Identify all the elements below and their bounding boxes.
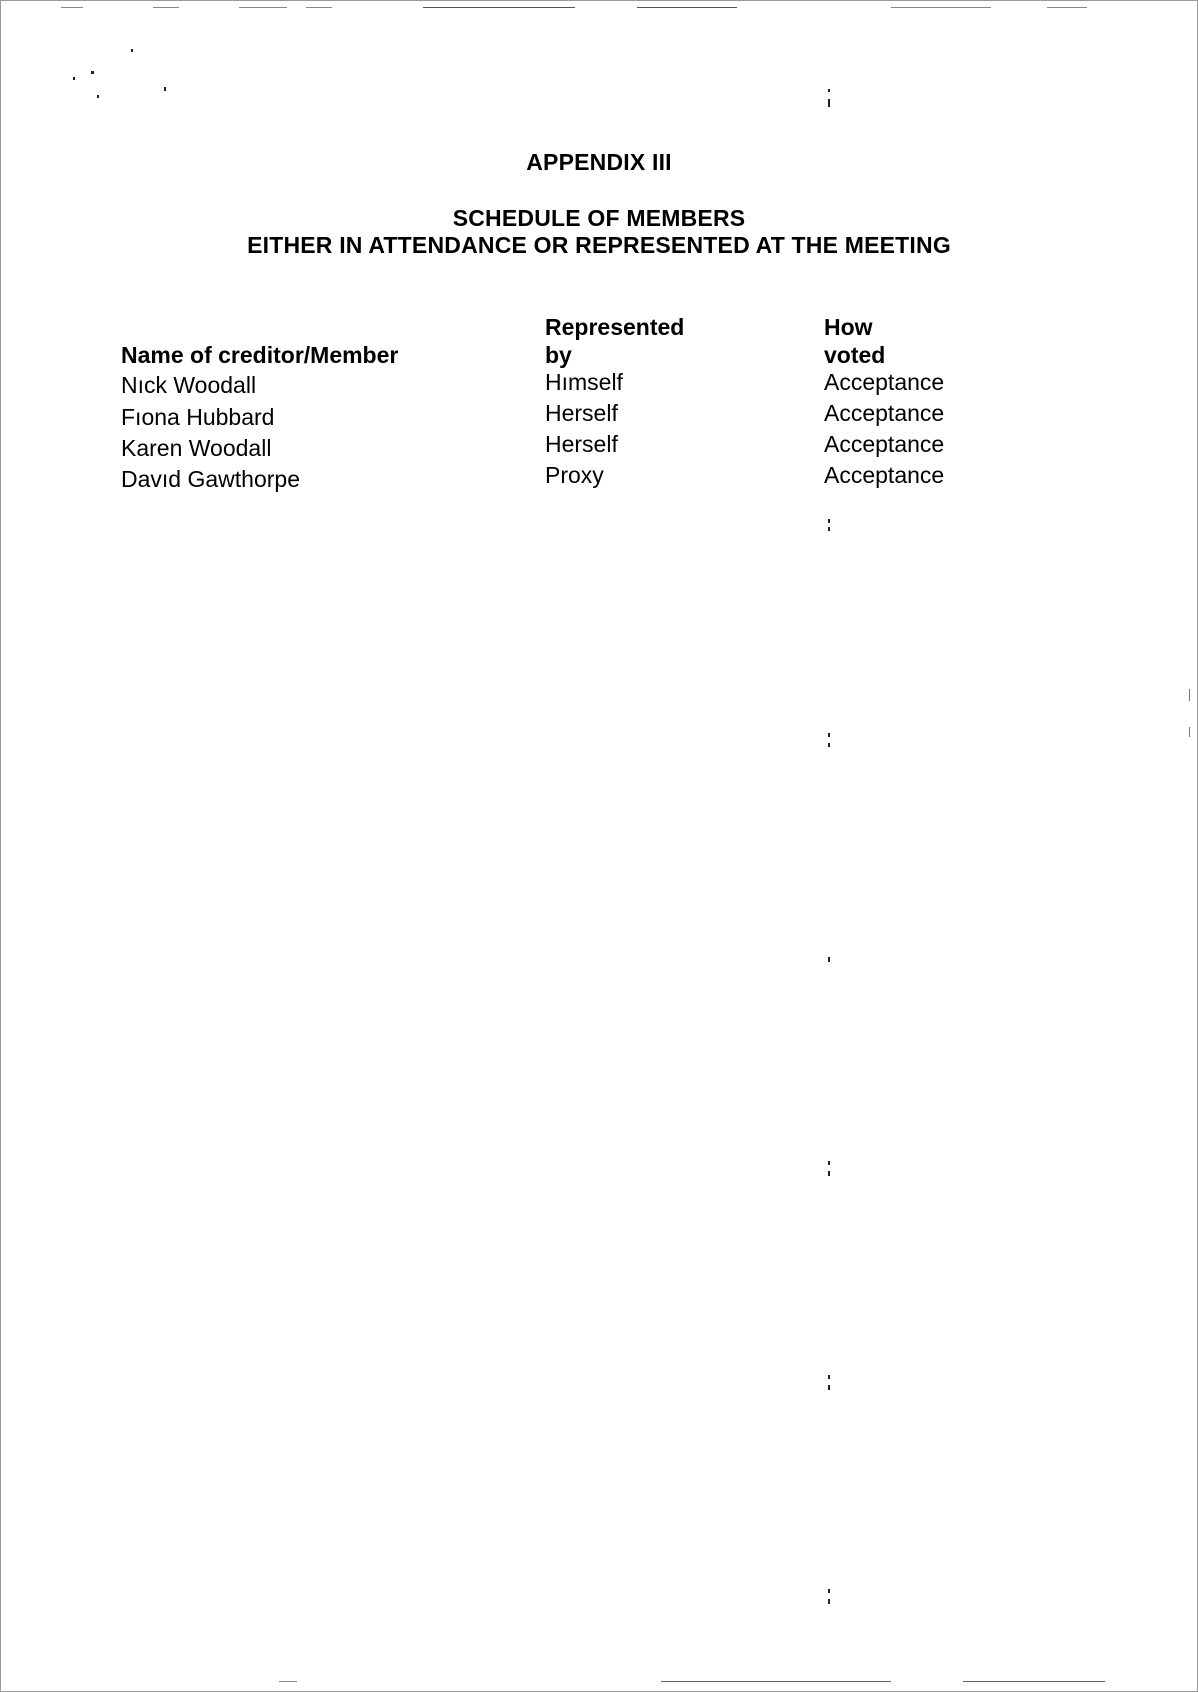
scan-artifact xyxy=(828,1171,830,1176)
appendix-title: APPENDIX III xyxy=(526,149,672,175)
column-header-name: Name of creditor/Member xyxy=(121,342,399,368)
scan-artifact xyxy=(164,87,166,91)
table-row-member-name: Karen Woodall xyxy=(121,435,272,461)
scan-artifact xyxy=(1047,7,1087,8)
scan-artifact xyxy=(279,1681,297,1682)
column-header-represented-line2: by xyxy=(545,342,572,368)
table-row-how-voted: Acceptance xyxy=(824,431,945,457)
scan-artifact xyxy=(828,527,830,531)
scan-artifact xyxy=(828,1375,830,1379)
table-row-member-name: Davıd Gawthorpe xyxy=(121,466,300,492)
scan-artifact xyxy=(61,7,83,8)
table-row-how-voted: Acceptance xyxy=(824,369,945,395)
scan-artifact xyxy=(828,1589,830,1593)
scan-artifact xyxy=(828,743,830,747)
scan-artifact xyxy=(661,1681,891,1682)
scan-artifact xyxy=(828,99,830,107)
schedule-title-line1: SCHEDULE OF MEMBERS xyxy=(452,205,746,231)
scan-artifact xyxy=(828,1385,830,1390)
scan-artifact xyxy=(239,7,287,8)
scan-artifact xyxy=(828,1599,830,1604)
column-header-voted-line2: voted xyxy=(824,342,886,368)
table-row-member-name: Nıck Woodall xyxy=(121,372,257,398)
table-row-represented-by: Herself xyxy=(545,431,618,457)
table-row-how-voted: Acceptance xyxy=(824,400,945,426)
scan-artifact xyxy=(637,7,737,8)
column-header-voted-line1: How xyxy=(824,314,873,340)
table-row-represented-by: Hımself xyxy=(545,369,623,395)
scan-artifact xyxy=(153,7,179,8)
scan-artifact xyxy=(963,1681,1105,1682)
scan-artifact xyxy=(91,71,94,74)
table-row-how-voted: Acceptance xyxy=(824,462,945,488)
scan-artifact xyxy=(828,733,830,737)
scan-artifact xyxy=(828,89,830,92)
scan-artifact xyxy=(891,7,991,8)
column-header-represented-line1: Represented xyxy=(545,314,685,340)
scan-artifact xyxy=(306,7,332,8)
scan-artifact xyxy=(73,77,75,80)
table-row-represented-by: Proxy xyxy=(545,462,604,488)
table-row-represented-by: Herself xyxy=(545,400,618,426)
scan-artifact xyxy=(97,95,99,98)
scan-artifact xyxy=(423,7,575,8)
scan-artifact xyxy=(1189,727,1190,737)
scan-artifact xyxy=(828,957,830,962)
table-row-member-name: Fıona Hubbard xyxy=(121,404,275,430)
scan-artifact xyxy=(131,49,133,52)
scan-artifact xyxy=(1189,689,1190,701)
scan-artifact xyxy=(828,519,830,523)
scan-artifact xyxy=(828,1161,830,1165)
schedule-title-line2: EITHER IN ATTENDANCE OR REPRESENTED AT THE MEETING xyxy=(247,232,951,258)
